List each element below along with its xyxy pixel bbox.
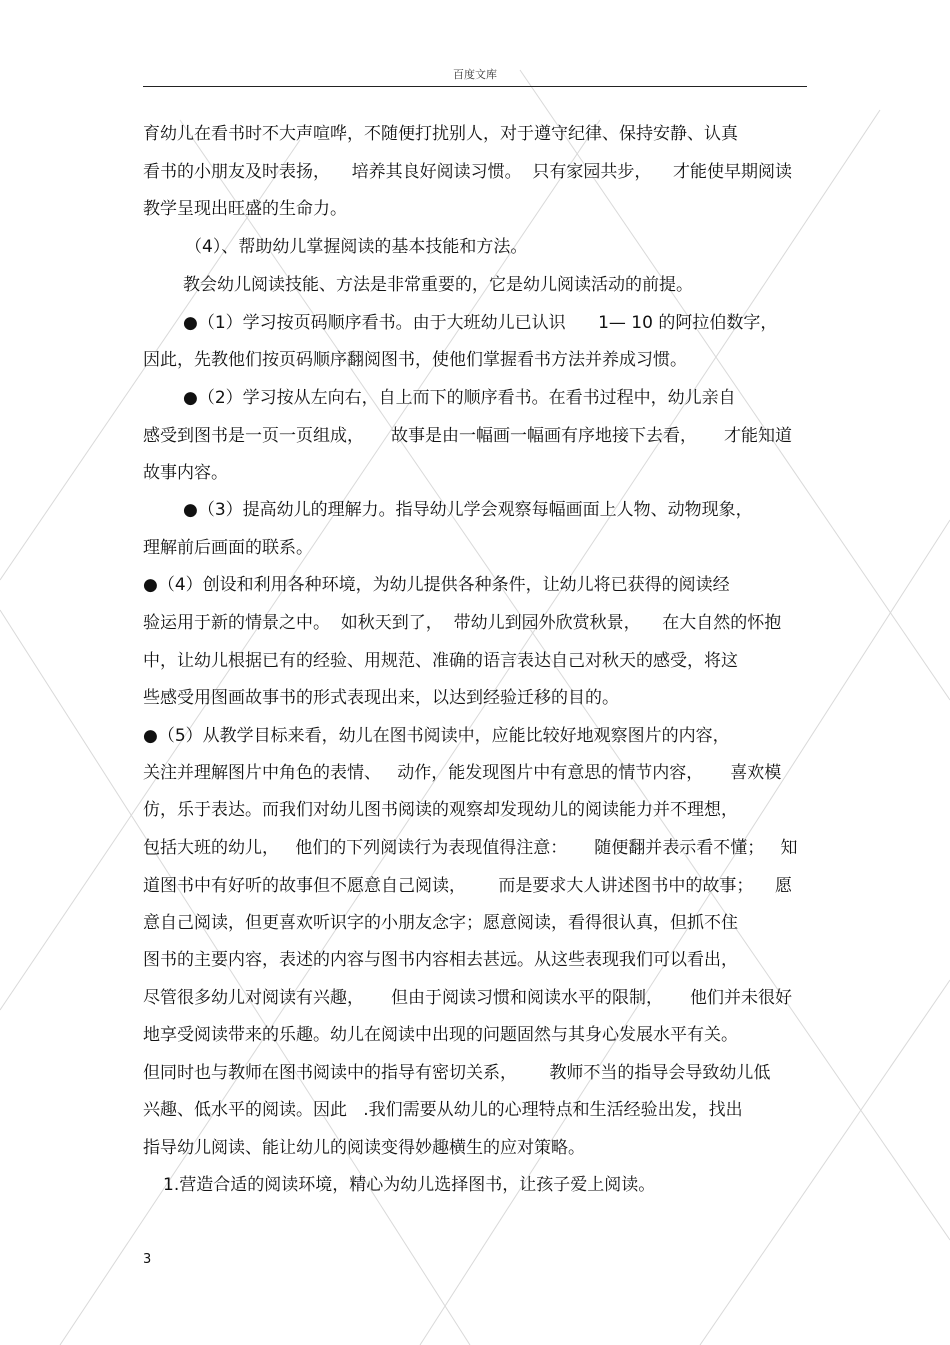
bullet-item: ●（1）学习按页码顺序看书。由于大班幼儿已认识 1— 10 的阿拉伯数字，	[183, 313, 778, 333]
body-line: 教会幼儿阅读技能、方法是非常重要的，它是幼儿阅读活动的前提。	[183, 275, 693, 295]
body-line: 故事内容。	[143, 463, 228, 483]
header-divider	[143, 86, 807, 87]
body-line: 意自己阅读，但更喜欢听识字的小朋友念字；愿意阅读，看得很认真，但抓不住	[143, 913, 738, 933]
page-number: 3	[143, 1252, 152, 1267]
body-line: 教学呈现出旺盛的生命力。	[143, 199, 347, 219]
bullet-item: ●（2）学习按从左向右，自上而下的顺序看书。在看书过程中，幼儿亲自	[183, 388, 736, 408]
body-line: 中，让幼儿根据已有的经验、用规范、准确的语言表达自己对秋天的感受，将这	[143, 651, 738, 671]
body-line: 但同时也与教师在图书阅读中的指导有密切关系， 教师不当的指导会导致幼儿低	[143, 1063, 771, 1083]
body-line: 包括大班的幼儿， 他们的下列阅读行为表现值得注意： 随便翻并表示看不懂； 知	[143, 838, 798, 858]
body-line: 关注并理解图片中角色的表情、 动作，能发现图片中有意思的情节内容， 喜欢模	[143, 763, 782, 783]
body-line: 地享受阅读带来的乐趣。幼儿在阅读中出现的问题固然与其身心发展水平有关。	[143, 1025, 738, 1045]
bullet-item: ●（4）创设和利用各种环境，为幼儿提供各种条件，让幼儿将已获得的阅读经	[143, 575, 730, 595]
body-line: 道图书中有好听的故事但不愿意自己阅读， 而是要求大人讲述图书中的故事； 愿	[143, 876, 793, 896]
body-line: 因此，先教他们按页码顺序翻阅图书，使他们掌握看书方法并养成习惯。	[143, 350, 687, 370]
body-line: 兴趣、低水平的阅读。因此 .我们需要从幼儿的心理特点和生活经验出发，找出	[143, 1100, 743, 1120]
body-line: 尽管很多幼儿对阅读有兴趣， 但由于阅读习惯和阅读水平的限制， 他们并未很好	[143, 988, 793, 1008]
body-line: 图书的主要内容，表述的内容与图书内容相去甚远。从这些表现我们可以看出，	[143, 950, 738, 970]
body-line: 指导幼儿阅读、能让幼儿的阅读变得妙趣横生的应对策略。	[143, 1138, 585, 1158]
bullet-item: ●（5）从教学目标来看，幼儿在图书阅读中，应能比较好地观察图片的内容，	[143, 726, 730, 746]
section-heading: （4）、帮助幼儿掌握阅读的基本技能和方法。	[185, 237, 528, 257]
body-line: 看书的小朋友及时表扬， 培养其良好阅读习惯。 只有家园共步， 才能使早期阅读	[143, 162, 793, 182]
body-line: 验运用于新的情景之中。 如秋天到了， 带幼儿到园外欣赏秋景， 在大自然的怀抱	[143, 613, 782, 633]
bullet-item: ●（3）提高幼儿的理解力。指导幼儿学会观察每幅画面上人物、动物现象，	[183, 500, 753, 520]
body-line: 育幼儿在看书时不大声喧哗，不随便打扰别人，对于遵守纪律、保持安静、认真	[143, 124, 738, 144]
body-line: 感受到图书是一页一页组成， 故事是由一幅画一幅画有序地接下去看， 才能知道	[143, 426, 793, 446]
numbered-heading: 1.营造合适的阅读环境，精心为幼儿选择图书，让孩子爱上阅读。	[163, 1175, 656, 1195]
page-header-title: 百度文库	[453, 68, 497, 81]
body-line: 理解前后画面的联系。	[143, 538, 313, 558]
body-line: 仿，乐于表达。而我们对幼儿图书阅读的观察却发现幼儿的阅读能力并不理想，	[143, 800, 738, 820]
body-line: 些感受用图画故事书的形式表现出来，以达到经验迁移的目的。	[143, 688, 619, 708]
